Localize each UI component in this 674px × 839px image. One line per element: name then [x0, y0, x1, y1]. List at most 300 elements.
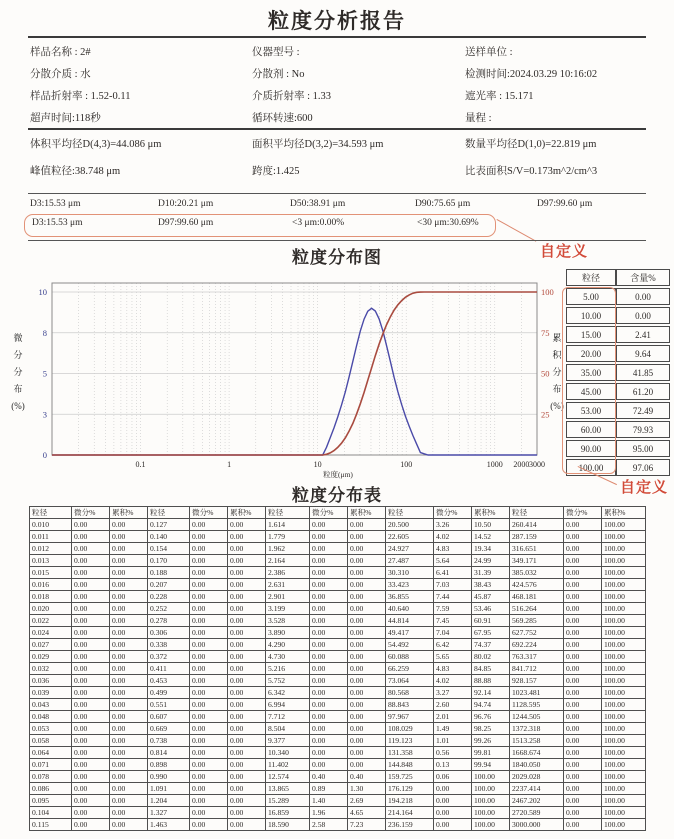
table-cell: 0.00 [110, 531, 148, 543]
table-cell: 0.064 [30, 747, 72, 759]
table-cell: 7.03 [434, 579, 472, 591]
table-cell: 0.00 [110, 783, 148, 795]
table-cell: 0.00 [228, 603, 266, 615]
table-cell: 468.181 [510, 591, 564, 603]
table-cell: 424.576 [510, 579, 564, 591]
table-cell: 0.00 [190, 639, 228, 651]
table-cell: 100.00 [472, 795, 510, 807]
table-row [30, 555, 646, 567]
table-row [566, 269, 670, 286]
table-cell: 0.00 [310, 543, 348, 555]
info-field: 遮光率 : 15.171 [465, 91, 534, 102]
table-cell: 0.00 [190, 555, 228, 567]
table-cell: 13.865 [266, 783, 310, 795]
table-cell: 0.00 [564, 759, 602, 771]
table-cell: 7.04 [434, 627, 472, 639]
table-cell: 0.00 [564, 519, 602, 531]
table-cell: 0.00 [190, 783, 228, 795]
table-cell: 99.94 [472, 759, 510, 771]
table-cell: 5.64 [434, 555, 472, 567]
table-cell: 0.00 [190, 723, 228, 735]
table-cell: 0.00 [348, 735, 386, 747]
table-cell: 7.44 [434, 591, 472, 603]
table-cell: 0.278 [148, 615, 190, 627]
table-cell: 0.00 [190, 747, 228, 759]
table-cell: 0.048 [30, 711, 72, 723]
right-axis-tick: 75 [541, 327, 550, 338]
table-cell: 5.65 [434, 651, 472, 663]
table-cell: 53.00 [566, 402, 616, 419]
table-row [30, 747, 646, 759]
table-cell: 0.00 [72, 759, 110, 771]
table-cell: 0.00 [72, 723, 110, 735]
info-field: 检测时间:2024.03.29 10:16:02 [465, 69, 598, 80]
column-header: 微分% [190, 507, 228, 519]
info-field: 样品名称 : 2# [30, 47, 91, 58]
table-row [30, 687, 646, 699]
metric-field: 面积平均径D(3,2)=34.593 μm [252, 139, 384, 150]
table-cell: 0.010 [30, 519, 72, 531]
table-cell: 100.00 [472, 783, 510, 795]
table-cell: 54.492 [386, 639, 434, 651]
table-row [30, 519, 646, 531]
x-axis-tick: 2000 [513, 460, 530, 469]
table-cell: 0.043 [30, 699, 72, 711]
table-cell: 0.00 [348, 759, 386, 771]
table-cell: 100.00 [602, 783, 646, 795]
table-cell: 0.00 [110, 627, 148, 639]
table-cell: 10.340 [266, 747, 310, 759]
table-cell: 0.00 [564, 591, 602, 603]
table-cell: 0.095 [30, 795, 72, 807]
table-row [30, 591, 646, 603]
table-cell: 0.00 [72, 747, 110, 759]
table-row [30, 783, 646, 795]
table-cell: 3.26 [434, 519, 472, 531]
table-cell: 9.377 [266, 735, 310, 747]
table-cell: 38.43 [472, 579, 510, 591]
table-cell: 0.039 [30, 687, 72, 699]
table-cell: 119.123 [386, 735, 434, 747]
table-cell: 9.64 [616, 345, 670, 362]
table-cell: 0.154 [148, 543, 190, 555]
table-cell: 36.855 [386, 591, 434, 603]
chart-section-title: 粒度分布图 [292, 248, 382, 267]
table-cell: 7.23 [348, 819, 386, 831]
table-cell: 0.036 [30, 675, 72, 687]
table-row [30, 615, 646, 627]
table-cell: 0.00 [310, 711, 348, 723]
table-cell: 31.39 [472, 567, 510, 579]
table-cell: 0.00 [228, 687, 266, 699]
table-cell: 0.228 [148, 591, 190, 603]
table-cell: 3000.000 [510, 819, 564, 831]
table-cell: 0.00 [228, 531, 266, 543]
info-field: 超声时间:118秒 [30, 113, 101, 124]
table-cell: 0.898 [148, 759, 190, 771]
table-cell: 0.207 [148, 579, 190, 591]
table-cell: 0.00 [434, 819, 472, 831]
table-cell: 0.00 [564, 795, 602, 807]
table-cell: 260.414 [510, 519, 564, 531]
table-cell: 1.327 [148, 807, 190, 819]
table-cell: 0.00 [348, 615, 386, 627]
table-row [30, 543, 646, 555]
table-cell: 30.310 [386, 567, 434, 579]
table-cell: 0.00 [110, 675, 148, 687]
table-row [30, 675, 646, 687]
table-cell: 0.00 [564, 699, 602, 711]
table-cell: 0.00 [310, 627, 348, 639]
table-cell: 0.00 [72, 543, 110, 555]
table-row [30, 651, 646, 663]
table-cell: 0.00 [110, 543, 148, 555]
table-cell: 6.41 [434, 567, 472, 579]
table-cell: 0.00 [72, 699, 110, 711]
table-row [30, 819, 646, 831]
table-cell: 0.00 [110, 747, 148, 759]
table-cell: 0.00 [310, 519, 348, 531]
column-header: 累积% [602, 507, 646, 519]
table-cell: 100.00 [602, 519, 646, 531]
table-cell: 99.81 [472, 747, 510, 759]
info-field: 送样单位 : [465, 47, 513, 58]
table-cell: 53.46 [472, 603, 510, 615]
table-cell: 0.022 [30, 615, 72, 627]
table-row [30, 567, 646, 579]
column-header: 累积% [228, 507, 266, 519]
table-cell: 80.568 [386, 687, 434, 699]
table-cell: 3.528 [266, 615, 310, 627]
table-cell: 0.00 [190, 711, 228, 723]
table-cell: 60.088 [386, 651, 434, 663]
table-cell: 0.00 [564, 735, 602, 747]
table-cell: 0.00 [228, 543, 266, 555]
table-cell: 0.00 [228, 639, 266, 651]
table-cell: 2467.202 [510, 795, 564, 807]
table-cell: 0.012 [30, 543, 72, 555]
table-row [30, 711, 646, 723]
table-cell: 2.164 [266, 555, 310, 567]
table-cell: 5.752 [266, 675, 310, 687]
table-cell: 100.00 [566, 459, 616, 476]
table-cell: 0.00 [228, 699, 266, 711]
column-header: 微分% [72, 507, 110, 519]
table-cell: 4.65 [348, 807, 386, 819]
table-cell: 0.00 [348, 663, 386, 675]
left-axis-tick: 3 [42, 409, 47, 420]
column-header: 微分% [434, 507, 472, 519]
x-axis-tick: 3000 [529, 460, 545, 469]
table-cell: 0.00 [310, 687, 348, 699]
table-cell: 12.574 [266, 771, 310, 783]
page-title: 粒度分析报告 [268, 9, 406, 33]
table-cell: 0.020 [30, 603, 72, 615]
table-cell: 0.00 [564, 579, 602, 591]
table-cell: 0.00 [348, 723, 386, 735]
table-cell: 73.064 [386, 675, 434, 687]
table-cell: 0.018 [30, 591, 72, 603]
table-cell: 24.927 [386, 543, 434, 555]
table-cell: 0.011 [30, 531, 72, 543]
table-cell: 1244.505 [510, 711, 564, 723]
table-cell: 41.85 [616, 364, 670, 381]
table-cell: 0.00 [564, 675, 602, 687]
info-field: 分散剂 : No [252, 69, 305, 80]
table-cell: 0.00 [110, 711, 148, 723]
table-cell: 2237.414 [510, 783, 564, 795]
x-axis-tick: 10 [313, 460, 322, 469]
table-cell: 8.504 [266, 723, 310, 735]
table-cell: 0.00 [228, 519, 266, 531]
table-cell: 0.00 [310, 735, 348, 747]
table-cell: 0.00 [348, 543, 386, 555]
table-cell: 100.00 [472, 807, 510, 819]
table-cell: 0.00 [228, 579, 266, 591]
table-row [30, 807, 646, 819]
table-cell: 0.00 [348, 555, 386, 567]
table-cell: 0.00 [310, 555, 348, 567]
table-cell: 0.00 [564, 711, 602, 723]
table-cell: 0.00 [72, 627, 110, 639]
table-cell: 0.013 [30, 555, 72, 567]
table-cell: 2029.028 [510, 771, 564, 783]
table-cell: 10.00 [566, 307, 616, 324]
table-cell: 0.024 [30, 627, 72, 639]
table-cell: 14.52 [472, 531, 510, 543]
table-cell: 33.423 [386, 579, 434, 591]
right-axis-tick: 50 [541, 368, 550, 379]
table-cell: 4.290 [266, 639, 310, 651]
table-cell: 0.00 [72, 819, 110, 831]
table-cell: 22.605 [386, 531, 434, 543]
info-field: 介质折射率 : 1.33 [252, 91, 332, 102]
table-cell: 0.00 [310, 639, 348, 651]
divider [28, 128, 646, 130]
table-row [30, 723, 646, 735]
metric-field: 比表面积S/V=0.173m^2/cm^3 [465, 166, 598, 177]
table-cell: 0.00 [564, 807, 602, 819]
table-cell: 19.34 [472, 543, 510, 555]
table-cell: 100.00 [602, 819, 646, 831]
table-cell: 45.87 [472, 591, 510, 603]
table-cell: 0.00 [72, 615, 110, 627]
table-cell: 3.890 [266, 627, 310, 639]
table-cell: 0.00 [110, 651, 148, 663]
table-cell: 0.00 [348, 699, 386, 711]
table-cell: 100.00 [472, 819, 510, 831]
table-cell: 0.00 [228, 795, 266, 807]
table-cell: 0.00 [110, 771, 148, 783]
table-cell: 100.00 [602, 771, 646, 783]
table-cell: 44.814 [386, 615, 434, 627]
table-row [30, 663, 646, 675]
table-cell: 27.487 [386, 555, 434, 567]
table-cell: 287.159 [510, 531, 564, 543]
table-cell: 100.00 [602, 555, 646, 567]
table-cell: 0.00 [310, 663, 348, 675]
table-cell: 0.00 [310, 651, 348, 663]
column-header: 累积% [472, 507, 510, 519]
table-cell: 0.00 [564, 771, 602, 783]
column-header: 粒径 [386, 507, 434, 519]
table-cell: 100.00 [472, 771, 510, 783]
table-cell: 95.00 [616, 440, 670, 457]
table-cell: 0.00 [348, 639, 386, 651]
table-cell: 0.00 [110, 807, 148, 819]
table-cell: 516.264 [510, 603, 564, 615]
table-cell: 4.02 [434, 675, 472, 687]
table-cell: 0.00 [190, 531, 228, 543]
table-cell: 0.338 [148, 639, 190, 651]
table-row [30, 579, 646, 591]
table-cell: 2.631 [266, 579, 310, 591]
table-cell: 0.00 [110, 555, 148, 567]
plot-border [52, 283, 537, 455]
table-cell: 236.159 [386, 819, 434, 831]
table-cell: 0.00 [72, 603, 110, 615]
table-cell: 2.386 [266, 567, 310, 579]
table-cell: 100.00 [602, 627, 646, 639]
table-cell: 0.115 [30, 819, 72, 831]
table-cell: 0.078 [30, 771, 72, 783]
table-cell: 100.00 [602, 639, 646, 651]
table-cell: 0.00 [228, 819, 266, 831]
table-cell: 0.170 [148, 555, 190, 567]
table-cell: 0.607 [148, 711, 190, 723]
table-cell: 0.00 [72, 687, 110, 699]
column-header: 粒径 [266, 507, 310, 519]
table-cell: 100.00 [602, 747, 646, 759]
table-cell: 3.199 [266, 603, 310, 615]
differential-curve [52, 308, 537, 455]
column-header: 粒径 [30, 507, 72, 519]
table-cell: 0.053 [30, 723, 72, 735]
table-cell: 88.88 [472, 675, 510, 687]
table-cell: 2.58 [310, 819, 348, 831]
table-cell: 0.00 [228, 711, 266, 723]
table-cell: 0.00 [348, 579, 386, 591]
table-cell: 0.00 [190, 663, 228, 675]
table-cell: 2.41 [616, 326, 670, 343]
table-cell: 0.00 [228, 759, 266, 771]
column-header: 含量% [616, 269, 670, 286]
table-cell: 0.00 [72, 555, 110, 567]
table-cell: 763.317 [510, 651, 564, 663]
table-cell: 0.00 [228, 567, 266, 579]
table-cell: 0.372 [148, 651, 190, 663]
table-cell: 0.00 [110, 603, 148, 615]
table-cell: 0.738 [148, 735, 190, 747]
table-cell: 0.127 [148, 519, 190, 531]
right-axis-label: 累 积 分 布 (%) [550, 333, 564, 411]
table-cell: 176.129 [386, 783, 434, 795]
table-cell: 0.00 [228, 651, 266, 663]
column-header: 粒径 [510, 507, 564, 519]
left-axis-label: 微 分 分 布 (%) [11, 333, 25, 411]
table-cell: 0.00 [564, 555, 602, 567]
table-cell: 1.40 [310, 795, 348, 807]
custom-annotation: 自定义 [620, 480, 669, 496]
table-cell: 4.83 [434, 543, 472, 555]
table-cell: 100.00 [602, 531, 646, 543]
table-cell: 0.00 [110, 567, 148, 579]
table-cell: 0.00 [110, 687, 148, 699]
table-cell: 0.00 [434, 783, 472, 795]
table-cell: 0.00 [564, 663, 602, 675]
table-cell: 45.00 [566, 383, 616, 400]
table-cell: 0.00 [310, 723, 348, 735]
table-cell: 0.00 [228, 627, 266, 639]
table-cell: 0.00 [616, 307, 670, 324]
table-cell: 0.00 [110, 639, 148, 651]
table-cell: 1.091 [148, 783, 190, 795]
table-cell: 0.00 [190, 579, 228, 591]
table-cell: 1840.050 [510, 759, 564, 771]
table-cell: 0.00 [434, 807, 472, 819]
table-cell: 0.029 [30, 651, 72, 663]
table-cell: 100.00 [602, 807, 646, 819]
right-axis-tick: 25 [541, 409, 550, 420]
table-cell: 16.859 [266, 807, 310, 819]
custom-value: D3:15.53 μm [32, 218, 83, 228]
table-cell: 0.00 [190, 651, 228, 663]
table-cell: 92.14 [472, 687, 510, 699]
table-cell: 194.218 [386, 795, 434, 807]
table-cell: 0.40 [348, 771, 386, 783]
distribution-table [29, 506, 646, 831]
table-cell: 0.00 [564, 747, 602, 759]
metric-field: 体积平均径D(4,3)=44.086 μm [30, 139, 162, 150]
table-cell: 0.00 [72, 783, 110, 795]
table-cell: 0.00 [616, 288, 670, 305]
table-cell: 6.42 [434, 639, 472, 651]
table-cell: 0.00 [228, 555, 266, 567]
table-cell: 0.00 [110, 735, 148, 747]
table-cell: 0.00 [190, 735, 228, 747]
table-cell: 0.00 [564, 723, 602, 735]
table-cell: 100.00 [602, 543, 646, 555]
table-cell: 0.00 [110, 519, 148, 531]
table-cell: 0.00 [72, 519, 110, 531]
table-cell: 90.00 [566, 440, 616, 457]
table-cell: 0.00 [110, 699, 148, 711]
table-cell: 0.40 [310, 771, 348, 783]
table-cell: 0.00 [310, 603, 348, 615]
right-axis-tick: 100 [541, 287, 554, 297]
table-cell: 60.91 [472, 615, 510, 627]
table-cell: 7.59 [434, 603, 472, 615]
table-cell: 0.188 [148, 567, 190, 579]
table-cell: 0.086 [30, 783, 72, 795]
table-cell: 0.015 [30, 567, 72, 579]
table-cell: 0.00 [348, 627, 386, 639]
table-cell: 0.89 [310, 783, 348, 795]
table-cell: 0.00 [564, 567, 602, 579]
table-cell: 6.342 [266, 687, 310, 699]
table-cell: 84.85 [472, 663, 510, 675]
table-cell: 0.058 [30, 735, 72, 747]
table-cell: 0.00 [228, 771, 266, 783]
table-cell: 1.01 [434, 735, 472, 747]
table-cell: 0.13 [434, 759, 472, 771]
table-cell: 0.00 [190, 567, 228, 579]
table-cell: 0.00 [190, 675, 228, 687]
custom-value: <3 μm:0.00% [292, 218, 345, 228]
table-cell: 0.00 [564, 627, 602, 639]
table-cell: 100.00 [602, 735, 646, 747]
table-cell: 0.00 [190, 759, 228, 771]
